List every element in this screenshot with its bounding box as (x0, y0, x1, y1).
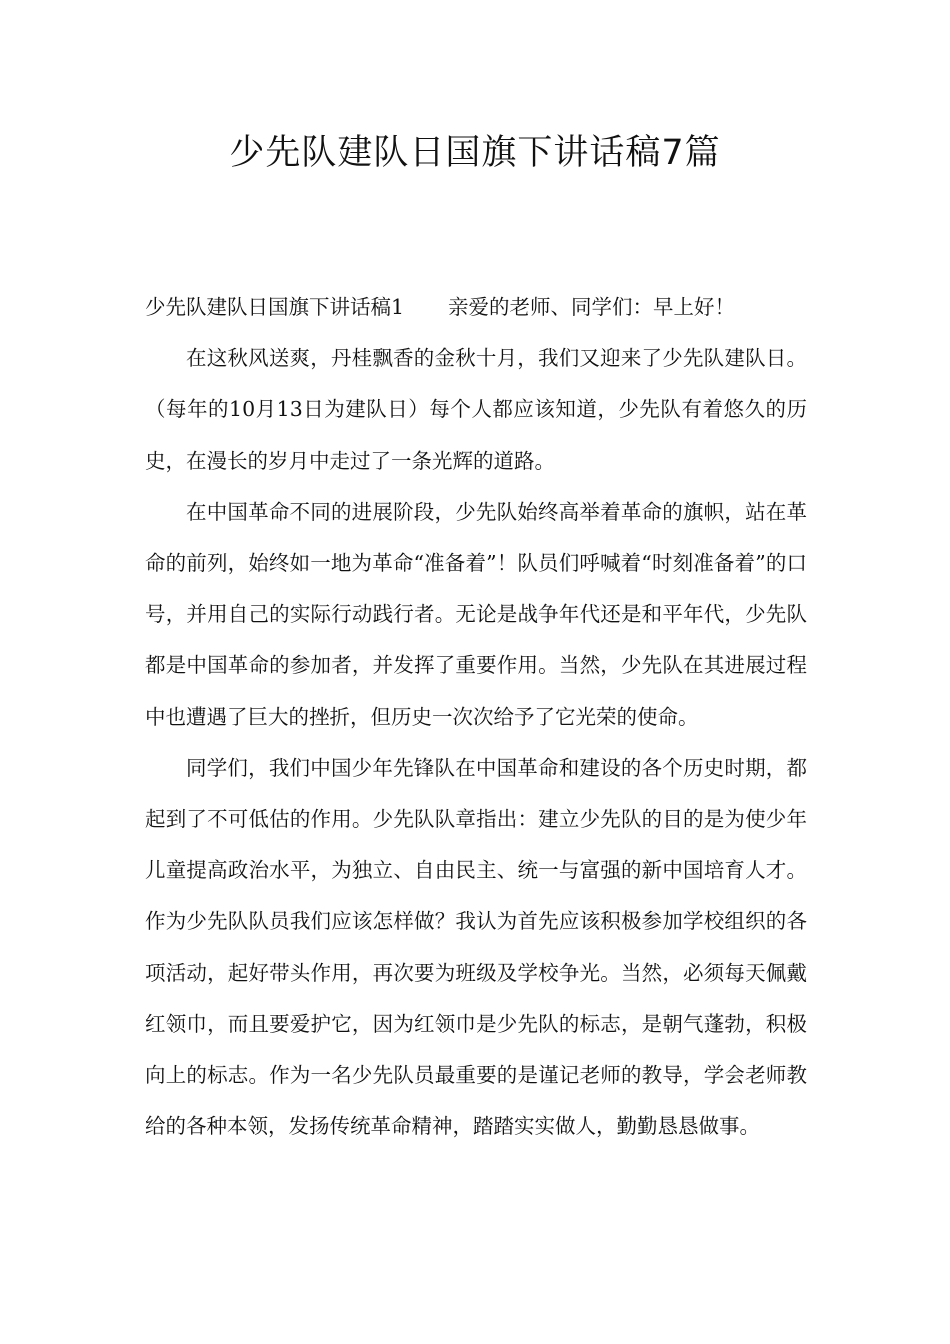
document-title: 少先队建队日国旗下讲话稿7篇 (229, 133, 721, 173)
paragraph-2: 在中国革命不同的进展阶段，少先队始终高举着革命的旗帜，站在革命的前列，始终如一地为革命“准备着”！队员们呼喊着“时刻准备着”的口号，并用自己的实际行动践行者。无论是战争年代还是和平年代，少先队都是中国革命的参加者，并发挥了重要作用。当然，少先队在其进展过程中也遭遇了巨大的挫折，但历史一次次给予了它光荣的使命。 (145, 499, 807, 729)
paragraph-3: 同学们，我们中国少年先锋队在中国革命和建设的各个历史时期，都起到了不可低估的作用。少先队队章指出：建立少先队的目的是为使少年儿童提高政治水平，为独立、自由民主、统一与富强的新中国培育人才。作为少先队队员我们应该怎样做？我认为首先应该积极参加学校组织的各项活动，起好带头作用，再次要为班级及学校争光。当然，必须每天佩戴红领巾，而且要爱护它，因为红领巾是少先队的标志，是朝气蓬勃，积极向上的标志。作为一名少先队员最重要的是谨记老师的教导，学会老师教给的各种本领，发扬传统革命精神，踏踏实实做人，勤勤恳恳做事。 (145, 755, 807, 1139)
document-body (145, 282, 807, 1152)
greeting: 亲爱的老师、同学们：早上好！ (448, 295, 736, 319)
intro-line (145, 282, 807, 333)
speech-heading: 少先队建队日国旗下讲话稿1 (145, 295, 405, 319)
paragraph-1: 在这秋风送爽，丹桂飘香的金秋十月，我们又迎来了少先队建队日。（每年的10月13日为建队日）每个人都应该知道，少先队有着悠久的历史，在漫长的岁月中走过了一条光辉的道路。 (145, 346, 807, 473)
